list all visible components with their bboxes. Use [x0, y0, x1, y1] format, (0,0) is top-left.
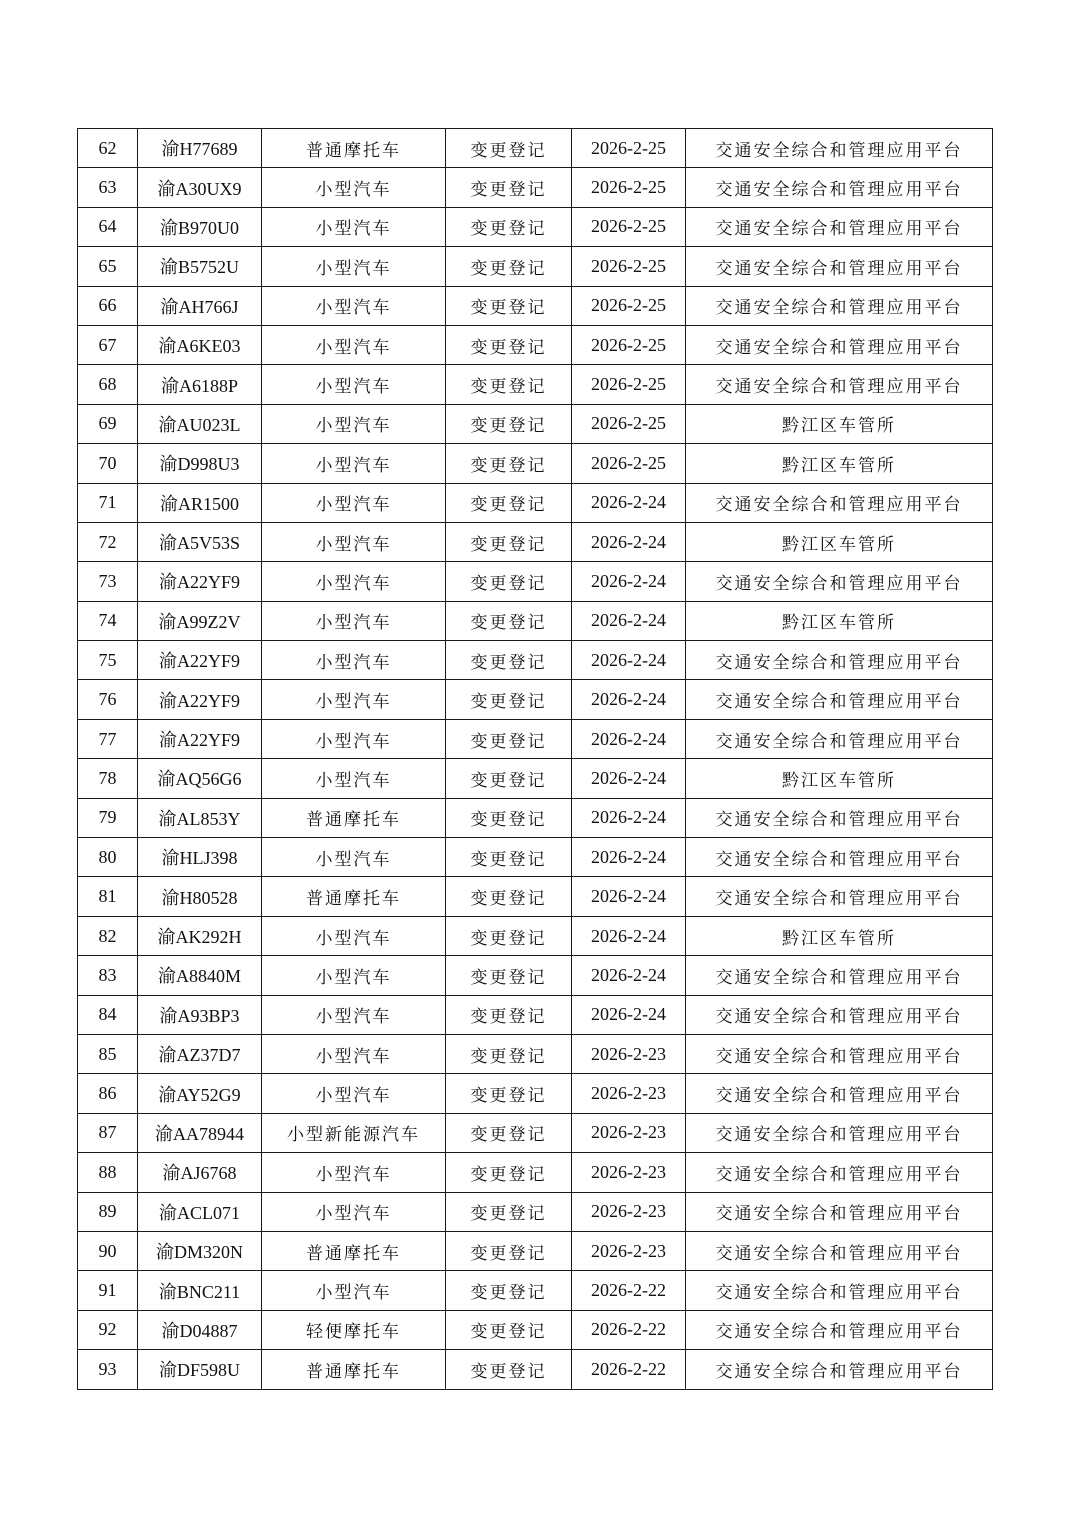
plate-number-cell: 渝DF598U — [138, 1350, 262, 1389]
office-cell: 交通安全综合和管理应用平台 — [686, 1192, 993, 1231]
row-number-cell: 68 — [78, 365, 138, 404]
table-row — [78, 916, 993, 955]
date-cell: 2026-2-24 — [572, 838, 686, 877]
row-number-cell: 91 — [78, 1271, 138, 1310]
date-cell: 2026-2-24 — [572, 483, 686, 522]
date-cell: 2026-2-24 — [572, 601, 686, 640]
business-type-cell: 变更登记 — [446, 1192, 572, 1231]
plate-number-cell: 渝A5V53S — [138, 522, 262, 561]
business-type-cell: 变更登记 — [446, 1310, 572, 1349]
business-type-cell: 变更登记 — [446, 325, 572, 364]
table-row — [78, 877, 993, 916]
plate-number-cell: 渝AR1500 — [138, 483, 262, 522]
office-cell: 交通安全综合和管理应用平台 — [686, 995, 993, 1034]
vehicle-type-cell: 小型汽车 — [262, 1192, 446, 1231]
office-cell: 交通安全综合和管理应用平台 — [686, 1350, 993, 1389]
plate-number-cell: 渝B5752U — [138, 247, 262, 286]
row-number-cell: 89 — [78, 1192, 138, 1231]
plate-number-cell: 渝DM320N — [138, 1231, 262, 1270]
office-cell: 黔江区车管所 — [686, 601, 993, 640]
plate-number-cell: 渝AH766J — [138, 286, 262, 325]
date-cell: 2026-2-24 — [572, 680, 686, 719]
plate-number-cell: 渝A22YF9 — [138, 680, 262, 719]
business-type-cell: 变更登记 — [446, 247, 572, 286]
date-cell: 2026-2-24 — [572, 995, 686, 1034]
table-row — [78, 207, 993, 246]
office-cell: 交通安全综合和管理应用平台 — [686, 798, 993, 837]
office-cell: 交通安全综合和管理应用平台 — [686, 207, 993, 246]
row-number-cell: 81 — [78, 877, 138, 916]
date-cell: 2026-2-24 — [572, 522, 686, 561]
vehicle-type-cell: 小型汽车 — [262, 1074, 446, 1113]
office-cell: 交通安全综合和管理应用平台 — [686, 719, 993, 758]
business-type-cell: 变更登记 — [446, 877, 572, 916]
office-cell: 交通安全综合和管理应用平台 — [686, 1271, 993, 1310]
row-number-cell: 66 — [78, 286, 138, 325]
table-row — [78, 129, 993, 168]
table-row — [78, 680, 993, 719]
vehicle-type-cell: 小型汽车 — [262, 995, 446, 1034]
vehicle-type-cell: 小型汽车 — [262, 1034, 446, 1073]
vehicle-type-cell: 小型汽车 — [262, 680, 446, 719]
table-row — [78, 1192, 993, 1231]
business-type-cell: 变更登记 — [446, 641, 572, 680]
date-cell: 2026-2-22 — [572, 1310, 686, 1349]
table-row — [78, 286, 993, 325]
vehicle-type-cell: 小型汽车 — [262, 483, 446, 522]
office-cell: 交通安全综合和管理应用平台 — [686, 956, 993, 995]
office-cell: 交通安全综合和管理应用平台 — [686, 1153, 993, 1192]
row-number-cell: 74 — [78, 601, 138, 640]
table-row — [78, 1153, 993, 1192]
row-number-cell: 64 — [78, 207, 138, 246]
date-cell: 2026-2-23 — [572, 1034, 686, 1073]
office-cell: 黔江区车管所 — [686, 404, 993, 443]
office-cell: 交通安全综合和管理应用平台 — [686, 129, 993, 168]
plate-number-cell: 渝A99Z2V — [138, 601, 262, 640]
row-number-cell: 63 — [78, 168, 138, 207]
table-row — [78, 641, 993, 680]
plate-number-cell: 渝D998U3 — [138, 444, 262, 483]
table-row — [78, 1310, 993, 1349]
date-cell: 2026-2-24 — [572, 798, 686, 837]
date-cell: 2026-2-23 — [572, 1074, 686, 1113]
table-row — [78, 1074, 993, 1113]
plate-number-cell: 渝A22YF9 — [138, 641, 262, 680]
plate-number-cell: 渝AU023L — [138, 404, 262, 443]
row-number-cell: 84 — [78, 995, 138, 1034]
plate-number-cell: 渝A93BP3 — [138, 995, 262, 1034]
office-cell: 交通安全综合和管理应用平台 — [686, 1074, 993, 1113]
date-cell: 2026-2-24 — [572, 956, 686, 995]
date-cell: 2026-2-25 — [572, 168, 686, 207]
date-cell: 2026-2-25 — [572, 286, 686, 325]
vehicle-type-cell: 小型汽车 — [262, 956, 446, 995]
business-type-cell: 变更登记 — [446, 995, 572, 1034]
vehicle-type-cell: 小型汽车 — [262, 404, 446, 443]
row-number-cell: 85 — [78, 1034, 138, 1073]
vehicle-type-cell: 小型汽车 — [262, 838, 446, 877]
date-cell: 2026-2-25 — [572, 207, 686, 246]
vehicle-type-cell: 小型汽车 — [262, 562, 446, 601]
date-cell: 2026-2-23 — [572, 1231, 686, 1270]
row-number-cell: 76 — [78, 680, 138, 719]
date-cell: 2026-2-24 — [572, 877, 686, 916]
table-row — [78, 444, 993, 483]
table-row — [78, 601, 993, 640]
date-cell: 2026-2-25 — [572, 129, 686, 168]
vehicle-type-cell: 轻便摩托车 — [262, 1310, 446, 1349]
business-type-cell: 变更登记 — [446, 129, 572, 168]
business-type-cell: 变更登记 — [446, 1113, 572, 1152]
vehicle-type-cell: 普通摩托车 — [262, 877, 446, 916]
business-type-cell: 变更登记 — [446, 207, 572, 246]
table-row — [78, 365, 993, 404]
business-type-cell: 变更登记 — [446, 562, 572, 601]
business-type-cell: 变更登记 — [446, 916, 572, 955]
table-row — [78, 956, 993, 995]
plate-number-cell: 渝H77689 — [138, 129, 262, 168]
vehicle-type-cell: 小型汽车 — [262, 168, 446, 207]
office-cell: 交通安全综合和管理应用平台 — [686, 680, 993, 719]
row-number-cell: 70 — [78, 444, 138, 483]
table-row — [78, 1034, 993, 1073]
table-row — [78, 168, 993, 207]
date-cell: 2026-2-23 — [572, 1153, 686, 1192]
date-cell: 2026-2-23 — [572, 1113, 686, 1152]
date-cell: 2026-2-24 — [572, 916, 686, 955]
office-cell: 交通安全综合和管理应用平台 — [686, 562, 993, 601]
row-number-cell: 79 — [78, 798, 138, 837]
vehicle-type-cell: 小型汽车 — [262, 601, 446, 640]
business-type-cell: 变更登记 — [446, 838, 572, 877]
row-number-cell: 73 — [78, 562, 138, 601]
business-type-cell: 变更登记 — [446, 1153, 572, 1192]
vehicle-type-cell: 普通摩托车 — [262, 1350, 446, 1389]
business-type-cell: 变更登记 — [446, 680, 572, 719]
plate-number-cell: 渝A22YF9 — [138, 562, 262, 601]
table-row — [78, 1113, 993, 1152]
plate-number-cell: 渝AQ56G6 — [138, 759, 262, 798]
business-type-cell: 变更登记 — [446, 956, 572, 995]
office-cell: 交通安全综合和管理应用平台 — [686, 365, 993, 404]
business-type-cell: 变更登记 — [446, 168, 572, 207]
plate-number-cell: 渝A22YF9 — [138, 719, 262, 758]
table-row — [78, 759, 993, 798]
row-number-cell: 69 — [78, 404, 138, 443]
date-cell: 2026-2-25 — [572, 365, 686, 404]
vehicle-type-cell: 小型汽车 — [262, 207, 446, 246]
row-number-cell: 92 — [78, 1310, 138, 1349]
plate-number-cell: 渝A8840M — [138, 956, 262, 995]
business-type-cell: 变更登记 — [446, 483, 572, 522]
office-cell: 交通安全综合和管理应用平台 — [686, 641, 993, 680]
table-row — [78, 1350, 993, 1389]
date-cell: 2026-2-24 — [572, 641, 686, 680]
row-number-cell: 86 — [78, 1074, 138, 1113]
office-cell: 黔江区车管所 — [686, 916, 993, 955]
office-cell: 交通安全综合和管理应用平台 — [686, 1310, 993, 1349]
row-number-cell: 77 — [78, 719, 138, 758]
date-cell: 2026-2-25 — [572, 404, 686, 443]
vehicle-type-cell: 小型新能源汽车 — [262, 1113, 446, 1152]
table-row — [78, 522, 993, 561]
office-cell: 黔江区车管所 — [686, 444, 993, 483]
table-row — [78, 719, 993, 758]
vehicle-type-cell: 小型汽车 — [262, 247, 446, 286]
vehicle-type-cell: 小型汽车 — [262, 719, 446, 758]
row-number-cell: 72 — [78, 522, 138, 561]
office-cell: 交通安全综合和管理应用平台 — [686, 247, 993, 286]
office-cell: 交通安全综合和管理应用平台 — [686, 1231, 993, 1270]
business-type-cell: 变更登记 — [446, 1034, 572, 1073]
vehicle-type-cell: 小型汽车 — [262, 1153, 446, 1192]
table-row — [78, 404, 993, 443]
plate-number-cell: 渝AK292H — [138, 916, 262, 955]
date-cell: 2026-2-25 — [572, 325, 686, 364]
row-number-cell: 93 — [78, 1350, 138, 1389]
date-cell: 2026-2-24 — [572, 562, 686, 601]
row-number-cell: 90 — [78, 1231, 138, 1270]
registration-table — [77, 128, 993, 1390]
office-cell: 黔江区车管所 — [686, 522, 993, 561]
business-type-cell: 变更登记 — [446, 759, 572, 798]
business-type-cell: 变更登记 — [446, 1350, 572, 1389]
vehicle-type-cell: 小型汽车 — [262, 759, 446, 798]
plate-number-cell: 渝AZ37D7 — [138, 1034, 262, 1073]
table-row — [78, 325, 993, 364]
plate-number-cell: 渝AY52G9 — [138, 1074, 262, 1113]
plate-number-cell: 渝AJ6768 — [138, 1153, 262, 1192]
office-cell: 交通安全综合和管理应用平台 — [686, 1113, 993, 1152]
table-row — [78, 247, 993, 286]
plate-number-cell: 渝AA78944 — [138, 1113, 262, 1152]
table-row — [78, 1231, 993, 1270]
row-number-cell: 83 — [78, 956, 138, 995]
vehicle-type-cell: 普通摩托车 — [262, 1231, 446, 1270]
row-number-cell: 87 — [78, 1113, 138, 1152]
vehicle-type-cell: 小型汽车 — [262, 325, 446, 364]
business-type-cell: 变更登记 — [446, 522, 572, 561]
date-cell: 2026-2-22 — [572, 1350, 686, 1389]
table-row — [78, 798, 993, 837]
business-type-cell: 变更登记 — [446, 1074, 572, 1113]
vehicle-type-cell: 小型汽车 — [262, 641, 446, 680]
business-type-cell: 变更登记 — [446, 286, 572, 325]
table-row — [78, 1271, 993, 1310]
office-cell: 交通安全综合和管理应用平台 — [686, 838, 993, 877]
vehicle-type-cell: 小型汽车 — [262, 444, 446, 483]
plate-number-cell: 渝BNC211 — [138, 1271, 262, 1310]
business-type-cell: 变更登记 — [446, 365, 572, 404]
row-number-cell: 65 — [78, 247, 138, 286]
vehicle-type-cell: 小型汽车 — [262, 916, 446, 955]
plate-number-cell: 渝H80528 — [138, 877, 262, 916]
vehicle-type-cell: 普通摩托车 — [262, 129, 446, 168]
plate-number-cell: 渝A6188P — [138, 365, 262, 404]
business-type-cell: 变更登记 — [446, 1231, 572, 1270]
business-type-cell: 变更登记 — [446, 404, 572, 443]
table-body — [78, 129, 993, 1390]
vehicle-type-cell: 小型汽车 — [262, 1271, 446, 1310]
plate-number-cell: 渝B970U0 — [138, 207, 262, 246]
vehicle-type-cell: 小型汽车 — [262, 522, 446, 561]
business-type-cell: 变更登记 — [446, 719, 572, 758]
row-number-cell: 78 — [78, 759, 138, 798]
business-type-cell: 变更登记 — [446, 444, 572, 483]
row-number-cell: 67 — [78, 325, 138, 364]
row-number-cell: 71 — [78, 483, 138, 522]
office-cell: 交通安全综合和管理应用平台 — [686, 877, 993, 916]
date-cell: 2026-2-22 — [572, 1271, 686, 1310]
date-cell: 2026-2-24 — [572, 759, 686, 798]
plate-number-cell: 渝A30UX9 — [138, 168, 262, 207]
business-type-cell: 变更登记 — [446, 798, 572, 837]
row-number-cell: 80 — [78, 838, 138, 877]
table-row — [78, 562, 993, 601]
table-row — [78, 483, 993, 522]
plate-number-cell: 渝D04887 — [138, 1310, 262, 1349]
office-cell: 交通安全综合和管理应用平台 — [686, 483, 993, 522]
date-cell: 2026-2-23 — [572, 1192, 686, 1231]
row-number-cell: 75 — [78, 641, 138, 680]
business-type-cell: 变更登记 — [446, 1271, 572, 1310]
date-cell: 2026-2-25 — [572, 247, 686, 286]
plate-number-cell: 渝AL853Y — [138, 798, 262, 837]
plate-number-cell: 渝ACL071 — [138, 1192, 262, 1231]
date-cell: 2026-2-25 — [572, 444, 686, 483]
business-type-cell: 变更登记 — [446, 601, 572, 640]
date-cell: 2026-2-24 — [572, 719, 686, 758]
plate-number-cell: 渝HLJ398 — [138, 838, 262, 877]
vehicle-type-cell: 小型汽车 — [262, 365, 446, 404]
row-number-cell: 82 — [78, 916, 138, 955]
row-number-cell: 88 — [78, 1153, 138, 1192]
plate-number-cell: 渝A6KE03 — [138, 325, 262, 364]
office-cell: 黔江区车管所 — [686, 759, 993, 798]
table-row — [78, 995, 993, 1034]
row-number-cell: 62 — [78, 129, 138, 168]
office-cell: 交通安全综合和管理应用平台 — [686, 168, 993, 207]
vehicle-type-cell: 普通摩托车 — [262, 798, 446, 837]
office-cell: 交通安全综合和管理应用平台 — [686, 286, 993, 325]
office-cell: 交通安全综合和管理应用平台 — [686, 325, 993, 364]
vehicle-type-cell: 小型汽车 — [262, 286, 446, 325]
table-row — [78, 838, 993, 877]
office-cell: 交通安全综合和管理应用平台 — [686, 1034, 993, 1073]
